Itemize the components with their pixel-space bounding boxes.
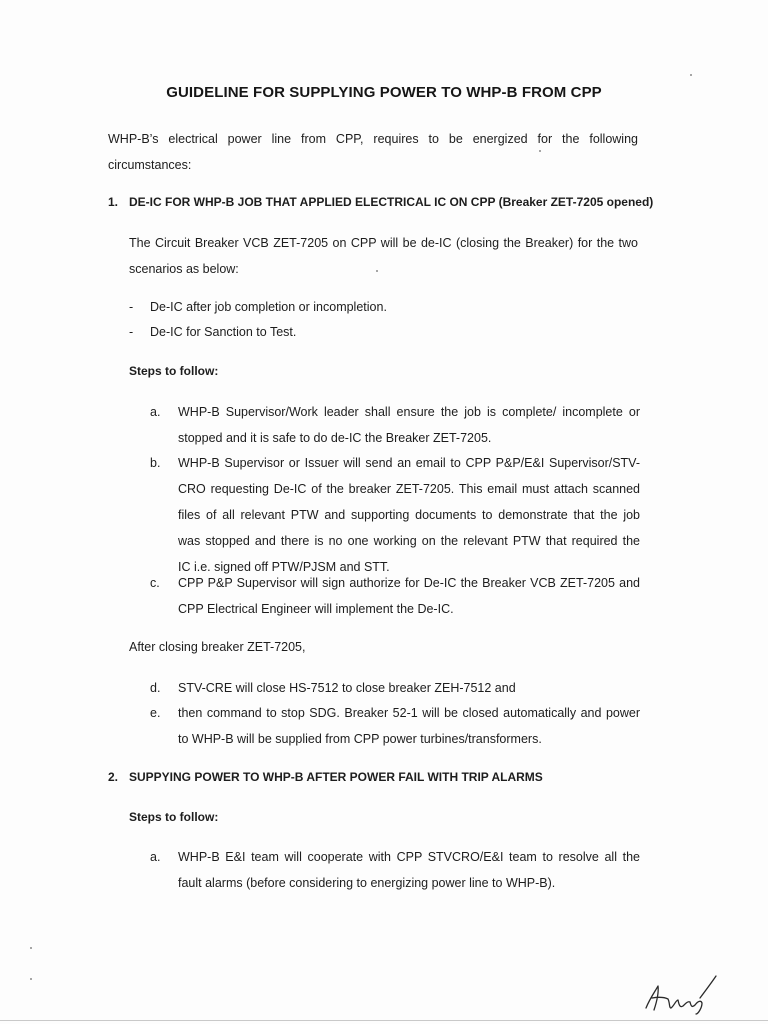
section-2-number: 2. bbox=[108, 770, 119, 784]
steps-label: Steps to follow: bbox=[129, 810, 219, 824]
step-line: was stopped and there is no one working on the relevant PTW that required the bbox=[178, 534, 640, 548]
step-marker: e. bbox=[150, 706, 161, 720]
after-closing-label: After closing breaker ZET-7205, bbox=[129, 640, 306, 654]
page-bottom-edge bbox=[0, 1020, 768, 1021]
section-1-para-line-1: The Circuit Breaker VCB ZET-7205 on CPP will be de-IC (closing the Breaker) for the two bbox=[129, 236, 638, 250]
step-marker: a. bbox=[150, 405, 161, 419]
bullet-marker: - bbox=[129, 300, 134, 314]
step-line: then command to stop SDG. Breaker 52-1 will be closed automatically and power bbox=[178, 706, 640, 720]
step-line: WHP-B Supervisor or Issuer will send an email to CPP P&P/E&I Supervisor/STV- bbox=[178, 456, 640, 470]
step-line: fault alarms (before considering to energizing power line to WHP-B). bbox=[178, 876, 556, 890]
step-marker: d. bbox=[150, 681, 161, 695]
step-marker: b. bbox=[150, 456, 161, 470]
scan-speck bbox=[690, 74, 692, 76]
step-item bbox=[178, 399, 640, 451]
step-marker: c. bbox=[150, 576, 160, 590]
step-marker: a. bbox=[150, 850, 161, 864]
step-line: stopped and it is safe to do de-IC the Breaker ZET-7205. bbox=[178, 431, 492, 445]
step-line: to WHP-B will be supplied from CPP power turbines/transformers. bbox=[178, 732, 542, 746]
scan-speck bbox=[30, 978, 32, 980]
step-line: WHP-B Supervisor/Work leader shall ensure the job is complete/ incomplete or bbox=[178, 405, 640, 419]
step-item bbox=[178, 450, 640, 580]
step-item bbox=[178, 844, 640, 896]
step-item bbox=[178, 570, 640, 622]
bullet-marker: - bbox=[129, 325, 134, 339]
steps-label: Steps to follow: bbox=[129, 364, 219, 378]
intro-line-1: WHP-B’s electrical power line from CPP, requires to be energized for the following bbox=[108, 132, 638, 146]
step-line: IC i.e. signed off PTW/PJSM and STT. bbox=[178, 560, 390, 574]
step-line: WHP-B E&I team will cooperate with CPP STVCRO/E&I team to resolve all the bbox=[178, 850, 640, 864]
section-1-paragraph bbox=[129, 230, 638, 282]
bullet-item: De-IC after job completion or incompletion. bbox=[150, 300, 387, 314]
section-1-para-line-2: scenarios as below: bbox=[129, 262, 239, 276]
intro-paragraph bbox=[108, 126, 638, 178]
document-title: GUIDELINE FOR SUPPLYING POWER TO WHP-B FROM CPP bbox=[166, 84, 602, 101]
section-2-heading: SUPPYING POWER TO WHP-B AFTER POWER FAIL WITH TRIP ALARMS bbox=[129, 770, 543, 784]
section-1-heading: DE-IC FOR WHP-B JOB THAT APPLIED ELECTRICAL IC ON CPP (Breaker ZET-7205 opened) bbox=[129, 195, 654, 209]
scan-speck bbox=[539, 150, 541, 152]
step-line: STV-CRE will close HS-7512 to close breaker ZEH-7512 and bbox=[178, 681, 516, 695]
signature-mark bbox=[640, 968, 720, 1016]
scan-speck bbox=[376, 270, 378, 272]
step-line: CRO requesting De-IC of the breaker ZET-7205. This email must attach scanned bbox=[178, 482, 640, 496]
bullet-item: De-IC for Sanction to Test. bbox=[150, 325, 297, 339]
section-1-number: 1. bbox=[108, 195, 119, 209]
step-line: CPP P&P Supervisor will sign authorize for De-IC the Breaker VCB ZET-7205 and bbox=[178, 576, 640, 590]
step-line: files of all relevant PTW and supporting documents to demonstrate that the job bbox=[178, 508, 640, 522]
step-line: CPP Electrical Engineer will implement the De-IC. bbox=[178, 602, 454, 616]
step-item bbox=[178, 700, 640, 752]
scan-speck bbox=[30, 947, 32, 949]
intro-line-2: circumstances: bbox=[108, 158, 192, 172]
